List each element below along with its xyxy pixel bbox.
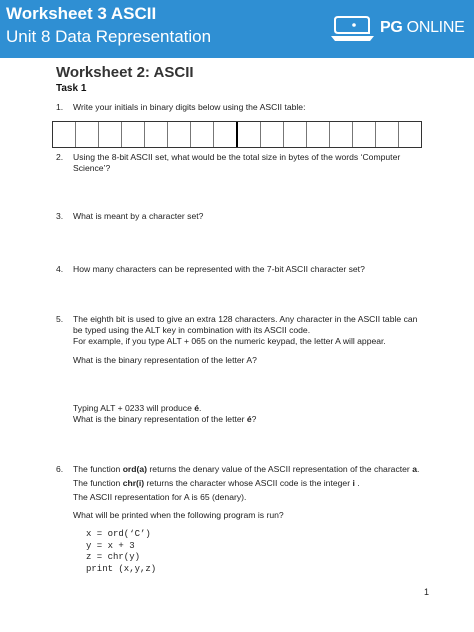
unit-subtitle: Unit 8 Data Representation — [6, 27, 212, 46]
binary-answer-table — [52, 121, 422, 148]
question-text: The eighth bit is used to give an extra 128 characters. Any character in the ASCII table can — [73, 314, 418, 324]
code-line: y = x + 3 — [86, 540, 135, 551]
answer-cell[interactable] — [330, 122, 353, 147]
laptop-icon — [330, 14, 376, 44]
question-text: For example, if you type ALT + 065 on the numeric keypad, the letter A will appear. — [73, 336, 386, 346]
answer-cell[interactable] — [284, 122, 307, 147]
question-text: Using the 8-bit ASCII set, what would be the total size in bytes of the words ‘Computer — [73, 152, 401, 162]
question-number: 4. — [56, 264, 64, 274]
question-number: 2. — [56, 152, 64, 162]
answer-cell[interactable] — [122, 122, 145, 147]
question-text: What is the binary representation of the letter A? — [73, 355, 257, 365]
question-number: 1. — [56, 102, 64, 112]
answer-cell[interactable] — [307, 122, 330, 147]
code-line: z = chr(y) — [86, 552, 141, 562]
header-banner — [0, 0, 474, 58]
question-text: Write your initials in binary digits below using the ASCII table: — [73, 102, 306, 112]
page-title: Worksheet 2: ASCII — [56, 64, 194, 81]
question-number: 5. — [56, 314, 64, 324]
question-text: How many characters can be represented with the 7-bit ASCII character set? — [73, 264, 365, 274]
answer-cell[interactable] — [99, 122, 122, 147]
question-text: be typed using the ALT key in combination with its ASCII code. — [73, 325, 311, 335]
answer-cell[interactable] — [261, 122, 284, 147]
question-text: What is meant by a character set? — [73, 211, 204, 221]
answer-cell[interactable] — [145, 122, 168, 147]
question-text: The function chr(i) returns the character whose ASCII code is the integer i . — [73, 478, 360, 488]
code-block — [86, 529, 156, 575]
task-heading: Task 1 — [56, 83, 87, 94]
pg-online-logo — [330, 14, 470, 44]
answer-cell[interactable] — [76, 122, 99, 147]
question-number: 6. — [56, 464, 64, 474]
answer-cell[interactable] — [191, 122, 214, 147]
worksheet-number-title: Worksheet 3 ASCII — [6, 4, 157, 23]
code-line: print (x,y,z) — [86, 563, 157, 574]
question-text: What is the binary representation of the letter é? — [73, 414, 257, 424]
answer-cell[interactable] — [353, 122, 376, 147]
question-text: The function ord(a) returns the denary value of the ASCII representation of the character a. — [73, 464, 420, 474]
answer-cell[interactable] — [214, 122, 238, 147]
answer-cell[interactable] — [376, 122, 399, 147]
question-number: 3. — [56, 211, 64, 221]
logo-wordmark: PG ONLINE — [380, 19, 465, 36]
answer-cell[interactable] — [168, 122, 191, 147]
question-text: The ASCII representation for A is 65 (denary). — [73, 492, 247, 502]
question-text: What will be printed when the following program is run? — [73, 510, 284, 520]
question-text: Science’? — [73, 163, 111, 173]
page-number: 1 — [424, 587, 430, 597]
code-line: x = ord(‘C’) — [86, 529, 151, 539]
answer-cell[interactable] — [399, 122, 421, 147]
question-text: Typing ALT + 0233 will produce é. — [73, 403, 202, 413]
answer-cell[interactable] — [53, 122, 76, 147]
answer-cell[interactable] — [238, 122, 261, 147]
